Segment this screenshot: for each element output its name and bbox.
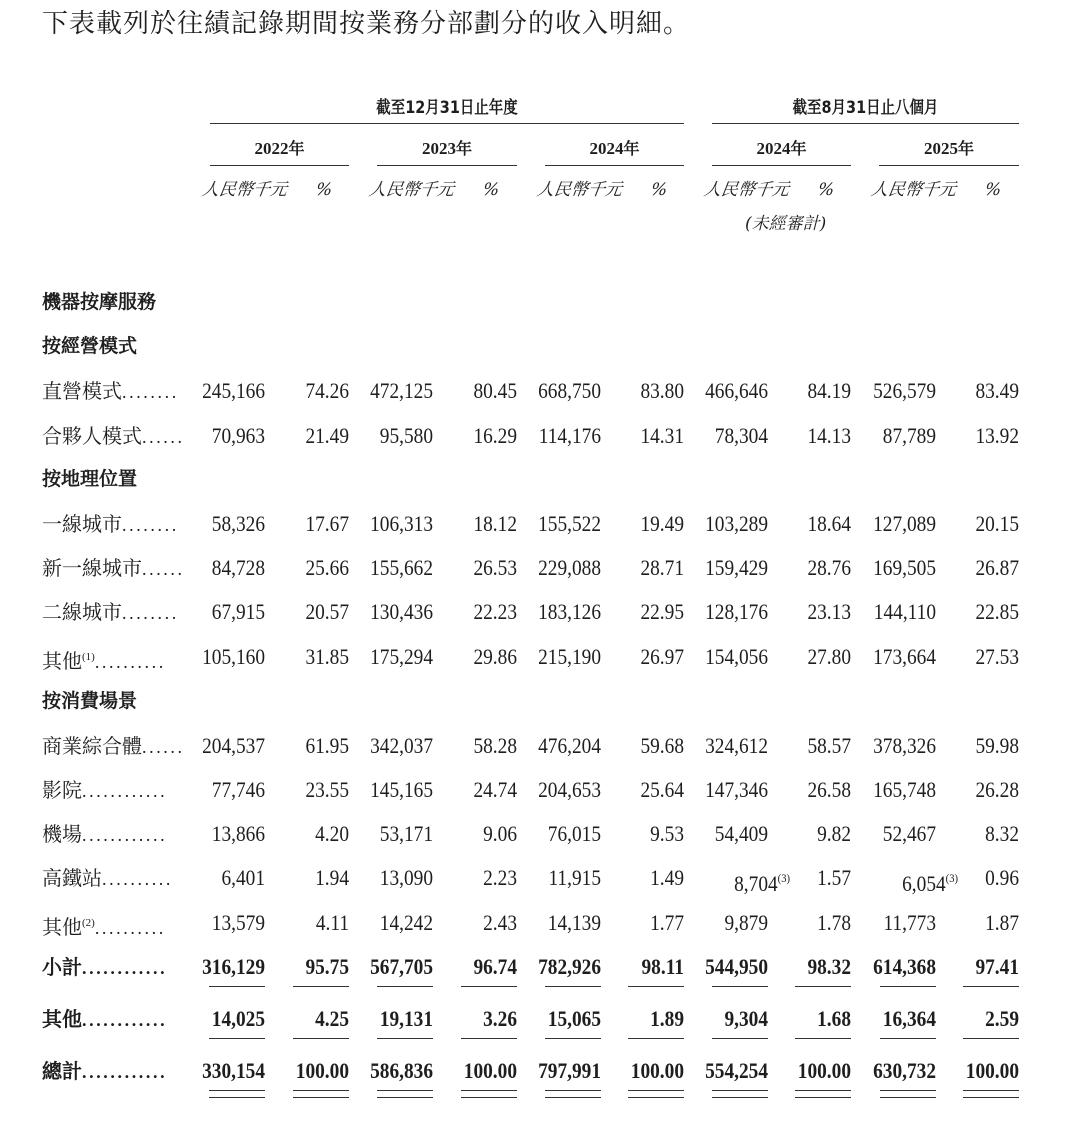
year-header-2023: 2023年 [421, 139, 472, 158]
cell-value: 58.57 [807, 733, 851, 758]
total-underline [545, 1090, 601, 1091]
cell-value: 9.53 [650, 821, 684, 846]
cell-value: 100.00 [463, 1058, 517, 1083]
leader-dots: ...... [142, 427, 185, 447]
cell-value: 378,326 [873, 733, 936, 758]
total-underline [461, 1090, 517, 1091]
intro-text: 下表載列於往績記錄期間按業務分部劃分的收入明細。 [42, 9, 691, 39]
cell-value: 0.96 [985, 865, 1019, 890]
unit-label: 人民幣千元 [200, 180, 289, 200]
cell-value: 74.26 [305, 378, 349, 403]
row-label-text: 一線城市 [42, 512, 122, 536]
cell-value: 229,088 [538, 555, 601, 580]
cell-value: 215,190 [538, 644, 601, 669]
group-rule-eight-months [712, 123, 1019, 124]
unit-label: 人民幣千元 [869, 180, 958, 200]
cell-value: 8.32 [985, 821, 1019, 846]
section-header-by-operating-model: 按經營模式 [42, 335, 138, 357]
cell-value: 4.25 [315, 1006, 349, 1031]
year-rule [210, 165, 349, 166]
cell-value: 26.97 [640, 644, 684, 669]
pct-cell-airport [896, 820, 1019, 848]
footnote-marker: (3) [777, 871, 790, 885]
cell-value: 59.98 [975, 733, 1019, 758]
cell-value: 25.66 [305, 555, 349, 580]
footnote-marker: (1) [82, 651, 95, 663]
group-header-fiscal-year: 截至12月31日止年度 [376, 98, 518, 118]
cell-value: 70,963 [211, 423, 265, 448]
leader-dots: ............ [82, 781, 168, 801]
cell-value: 27.53 [975, 644, 1019, 669]
cell-value: 567,705 [370, 954, 433, 979]
leader-dots: ........ [122, 515, 179, 535]
leader-dots: ............ [82, 1062, 168, 1082]
cell-value: 466,646 [705, 378, 768, 403]
total-underline [545, 986, 601, 987]
total-underline [880, 1038, 936, 1039]
cell-value: 9.06 [483, 821, 517, 846]
year-rule [712, 165, 851, 166]
cell-value: 20.15 [975, 511, 1019, 536]
cell-value: 26.87 [975, 555, 1019, 580]
cell-value: 782,926 [538, 954, 601, 979]
cell-value: 155,662 [370, 555, 433, 580]
cell-value: 8,704 [734, 871, 778, 896]
row-label-text: 其他 [42, 1007, 82, 1031]
pct-label: % [816, 180, 836, 200]
cell-value: 23.55 [305, 777, 349, 802]
cell-value: 16,364 [882, 1006, 936, 1031]
total-underline [628, 1090, 684, 1091]
total-underline [712, 1090, 768, 1091]
cell-value: 169,505 [873, 555, 936, 580]
total-underline [209, 986, 265, 987]
pct-cell-partner-model [896, 422, 1019, 450]
pct-label: % [649, 180, 669, 200]
cell-value: 21.49 [305, 423, 349, 448]
leader-dots: ............ [82, 1010, 168, 1030]
total-underline [461, 1097, 517, 1098]
total-underline [461, 986, 517, 987]
cell-value: 95.75 [305, 954, 349, 979]
leader-dots: .......... [94, 918, 166, 938]
cell-value: 173,664 [873, 644, 936, 669]
total-underline [795, 986, 851, 987]
cell-value: 175,294 [370, 644, 433, 669]
pct-label: % [481, 180, 501, 200]
cell-value: 554,254 [705, 1058, 768, 1083]
cell-value: 1.78 [817, 910, 851, 935]
cell-value: 1.49 [650, 865, 684, 890]
cell-value: 100.00 [295, 1058, 349, 1083]
cell-value: 204,537 [202, 733, 265, 758]
cell-value: 127,089 [873, 511, 936, 536]
pct-cell-geo-others [896, 643, 1019, 671]
cell-value: 147,346 [705, 777, 768, 802]
row-label-text: 其他 [42, 915, 82, 939]
row-label-text: 總計 [42, 1059, 82, 1083]
total-underline [795, 1090, 851, 1091]
pct-cell-high-speed-rail [896, 864, 1019, 892]
leader-dots: .......... [102, 869, 173, 889]
row-label-text: 高鐵站 [42, 866, 102, 890]
cell-value: 13,090 [379, 865, 433, 890]
cell-value: 1.94 [315, 865, 349, 890]
cell-value: 77,746 [211, 777, 265, 802]
pct-cell-new-tier1-cities [896, 554, 1019, 582]
cell-value: 80.45 [473, 378, 517, 403]
pct-cell-tier1-cities [896, 510, 1019, 538]
cell-value: 2.43 [483, 910, 517, 935]
pct-cell-high-speed-rail [728, 864, 851, 892]
year-header-2024-8m: 2024年 [756, 139, 807, 158]
total-underline [209, 1090, 265, 1091]
cell-value: 668,750 [538, 378, 601, 403]
cell-value: 1.68 [817, 1006, 851, 1031]
cell-value: 13,866 [211, 821, 265, 846]
section-header-by-scenario: 按消費場景 [42, 690, 138, 712]
cell-value: 15,065 [547, 1006, 601, 1031]
cell-value: 22.23 [473, 599, 517, 624]
pct-cell-commercial-complex [896, 732, 1019, 760]
footnote-marker: (3) [945, 871, 958, 885]
pct-cell-subtotal [896, 953, 1019, 981]
cell-value: 24.74 [473, 777, 517, 802]
total-underline [461, 1038, 517, 1039]
cell-value: 9,304 [724, 1006, 768, 1031]
cell-value: 4.20 [315, 821, 349, 846]
total-underline [293, 1038, 349, 1039]
cell-value: 245,166 [202, 378, 265, 403]
cell-value: 98.11 [641, 954, 684, 979]
unit-label: 人民幣千元 [702, 180, 791, 200]
total-underline [293, 986, 349, 987]
total-underline [963, 1097, 1019, 1098]
cell-value: 1.57 [817, 865, 851, 890]
year-rule [545, 165, 684, 166]
cell-value: 13.92 [975, 423, 1019, 448]
cell-value: 14.13 [807, 423, 851, 448]
cell-value: 18.12 [473, 511, 517, 536]
year-rule [879, 165, 1019, 166]
cell-value: 100.00 [965, 1058, 1019, 1083]
leader-dots: ...... [142, 737, 185, 757]
cell-value: 14,025 [211, 1006, 265, 1031]
cell-value: 183,126 [538, 599, 601, 624]
total-underline [377, 1090, 433, 1091]
cell-value: 53,171 [379, 821, 433, 846]
cell-value: 98.32 [807, 954, 851, 979]
total-underline [795, 1097, 851, 1098]
cell-value: 4.11 [315, 910, 349, 935]
total-underline [963, 1038, 1019, 1039]
cell-value: 26.28 [975, 777, 1019, 802]
cell-value: 11,915 [548, 865, 601, 890]
section-header-machine-massage: 機器按摩服務 [42, 291, 157, 313]
pct-cell-others [896, 1005, 1019, 1033]
cell-value: 59.68 [640, 733, 684, 758]
cell-value: 472,125 [370, 378, 433, 403]
cell-value: 31.85 [305, 644, 349, 669]
total-underline [712, 986, 768, 987]
cell-value: 87,789 [882, 423, 936, 448]
leader-dots: ........ [122, 603, 179, 623]
pct-cell-direct-operation [896, 377, 1019, 405]
cell-value: 544,950 [705, 954, 768, 979]
cell-value: 316,129 [202, 954, 265, 979]
cell-value: 100.00 [630, 1058, 684, 1083]
cell-value: 6,401 [221, 865, 265, 890]
pct-label: % [983, 180, 1003, 200]
cell-value: 159,429 [705, 555, 768, 580]
pct-cell-cinema [896, 776, 1019, 804]
cell-value: 154,056 [705, 644, 768, 669]
cell-value: 14,242 [379, 910, 433, 935]
cell-value: 797,991 [538, 1058, 601, 1083]
cell-value: 95,580 [379, 423, 433, 448]
cell-value: 144,110 [873, 599, 936, 624]
cell-value: 83.49 [975, 378, 1019, 403]
cell-value: 11,773 [883, 910, 936, 935]
row-label-text: 新一線城市 [42, 556, 142, 580]
row-label-text: 影院 [42, 778, 82, 802]
cell-value: 145,165 [370, 777, 433, 802]
cell-value: 84,728 [211, 555, 265, 580]
pct-cell-tier2-cities [896, 598, 1019, 626]
cell-value: 18.64 [807, 511, 851, 536]
cell-value: 26.53 [473, 555, 517, 580]
cell-value: 58.28 [473, 733, 517, 758]
cell-value: 155,522 [538, 511, 601, 536]
cell-value: 476,204 [538, 733, 601, 758]
total-underline [628, 1038, 684, 1039]
row-label-text: 小計 [42, 955, 82, 979]
cell-value: 78,304 [714, 423, 768, 448]
leader-dots: ........ [122, 382, 179, 402]
total-underline [880, 986, 936, 987]
total-underline [712, 1038, 768, 1039]
total-underline [545, 1038, 601, 1039]
cell-value: 27.80 [807, 644, 851, 669]
pct-cell-total [896, 1057, 1019, 1085]
total-underline [545, 1097, 601, 1098]
cell-value: 52,467 [882, 821, 936, 846]
total-underline [377, 1097, 433, 1098]
year-rule [377, 165, 517, 166]
total-underline [209, 1097, 265, 1098]
cell-value: 96.74 [473, 954, 517, 979]
group-rule-fiscal-year [210, 123, 684, 124]
cell-value: 103,289 [705, 511, 768, 536]
cell-value: 204,653 [538, 777, 601, 802]
year-header-2025-8m: 2025年 [923, 139, 974, 158]
cell-value: 29.86 [473, 644, 517, 669]
total-underline [963, 986, 1019, 987]
leader-dots: .......... [94, 652, 166, 672]
total-underline [377, 1038, 433, 1039]
cell-value: 28.76 [807, 555, 851, 580]
cell-value: 67,915 [211, 599, 265, 624]
total-underline [377, 986, 433, 987]
cell-value: 14.31 [640, 423, 684, 448]
row-label-text: 機場 [42, 822, 82, 846]
cell-value: 14,139 [547, 910, 601, 935]
total-underline [628, 1097, 684, 1098]
cell-value: 2.23 [483, 865, 517, 890]
cell-value: 76,015 [547, 821, 601, 846]
cell-value: 19,131 [379, 1006, 433, 1031]
cell-value: 84.19 [807, 378, 851, 403]
cell-value: 22.95 [640, 599, 684, 624]
section-header-by-geography: 按地理位置 [42, 468, 138, 490]
cell-value: 630,732 [873, 1058, 936, 1083]
unaudited-note: (未經審計) [745, 214, 827, 234]
year-header-2024: 2024年 [589, 139, 640, 158]
row-label-text: 其他 [42, 649, 82, 673]
cell-value: 100.00 [797, 1058, 851, 1083]
cell-value: 28.71 [640, 555, 684, 580]
total-underline [209, 1038, 265, 1039]
pct-cell-high-speed-rail [561, 864, 684, 892]
cell-value: 17.67 [305, 511, 349, 536]
cell-value: 1.89 [650, 1006, 684, 1031]
cell-value: 19.49 [640, 511, 684, 536]
cell-value: 324,612 [705, 733, 768, 758]
cell-value: 586,836 [370, 1058, 433, 1083]
cell-value: 130,436 [370, 599, 433, 624]
cell-value: 54,409 [714, 821, 768, 846]
cell-value: 97.41 [975, 954, 1019, 979]
cell-value: 1.77 [650, 910, 684, 935]
leader-dots: ............ [82, 825, 168, 845]
cell-value: 614,368 [873, 954, 936, 979]
cell-value: 22.85 [975, 599, 1019, 624]
cell-value: 342,037 [370, 733, 433, 758]
total-underline [880, 1090, 936, 1091]
total-underline [795, 1038, 851, 1039]
unit-label: 人民幣千元 [535, 180, 624, 200]
unit-label: 人民幣千元 [367, 180, 456, 200]
row-label-text: 合夥人模式 [42, 424, 142, 448]
row-label-text: 直營模式 [42, 379, 122, 403]
cell-value: 20.57 [305, 599, 349, 624]
leader-dots: ...... [142, 559, 185, 579]
row-label-text: 二線城市 [42, 600, 122, 624]
total-underline [293, 1090, 349, 1091]
cell-value: 2.59 [985, 1006, 1019, 1031]
total-underline [963, 1090, 1019, 1091]
total-underline [293, 1097, 349, 1098]
group-header-eight-months: 截至8月31日止八個月 [792, 98, 939, 118]
footnote-marker: (2) [82, 917, 95, 929]
cell-value: 83.80 [640, 378, 684, 403]
cell-value: 16.29 [473, 423, 517, 448]
cell-value: 128,176 [705, 599, 768, 624]
cell-value: 106,313 [370, 511, 433, 536]
total-underline [628, 986, 684, 987]
cell-value: 1.87 [985, 910, 1019, 935]
pct-label: % [314, 180, 334, 200]
cell-value: 9,879 [724, 910, 768, 935]
cell-value: 165,748 [873, 777, 936, 802]
pct-cell-scene-others [896, 909, 1019, 937]
cell-value: 330,154 [202, 1058, 265, 1083]
cell-value: 6,054 [902, 871, 946, 896]
cell-value: 25.64 [640, 777, 684, 802]
cell-value: 26.58 [807, 777, 851, 802]
total-underline [712, 1097, 768, 1098]
cell-value: 9.82 [817, 821, 851, 846]
cell-value: 526,579 [873, 378, 936, 403]
cell-value: 58,326 [211, 511, 265, 536]
cell-value: 105,160 [202, 644, 265, 669]
cell-value: 114,176 [538, 423, 601, 448]
cell-value: 13,579 [211, 910, 265, 935]
cell-value: 23.13 [807, 599, 851, 624]
cell-value: 61.95 [305, 733, 349, 758]
leader-dots: ............ [82, 958, 168, 978]
row-label-text: 商業綜合體 [42, 734, 142, 758]
total-underline [880, 1097, 936, 1098]
cell-value: 3.26 [483, 1006, 517, 1031]
year-header-2022: 2022年 [254, 139, 305, 158]
